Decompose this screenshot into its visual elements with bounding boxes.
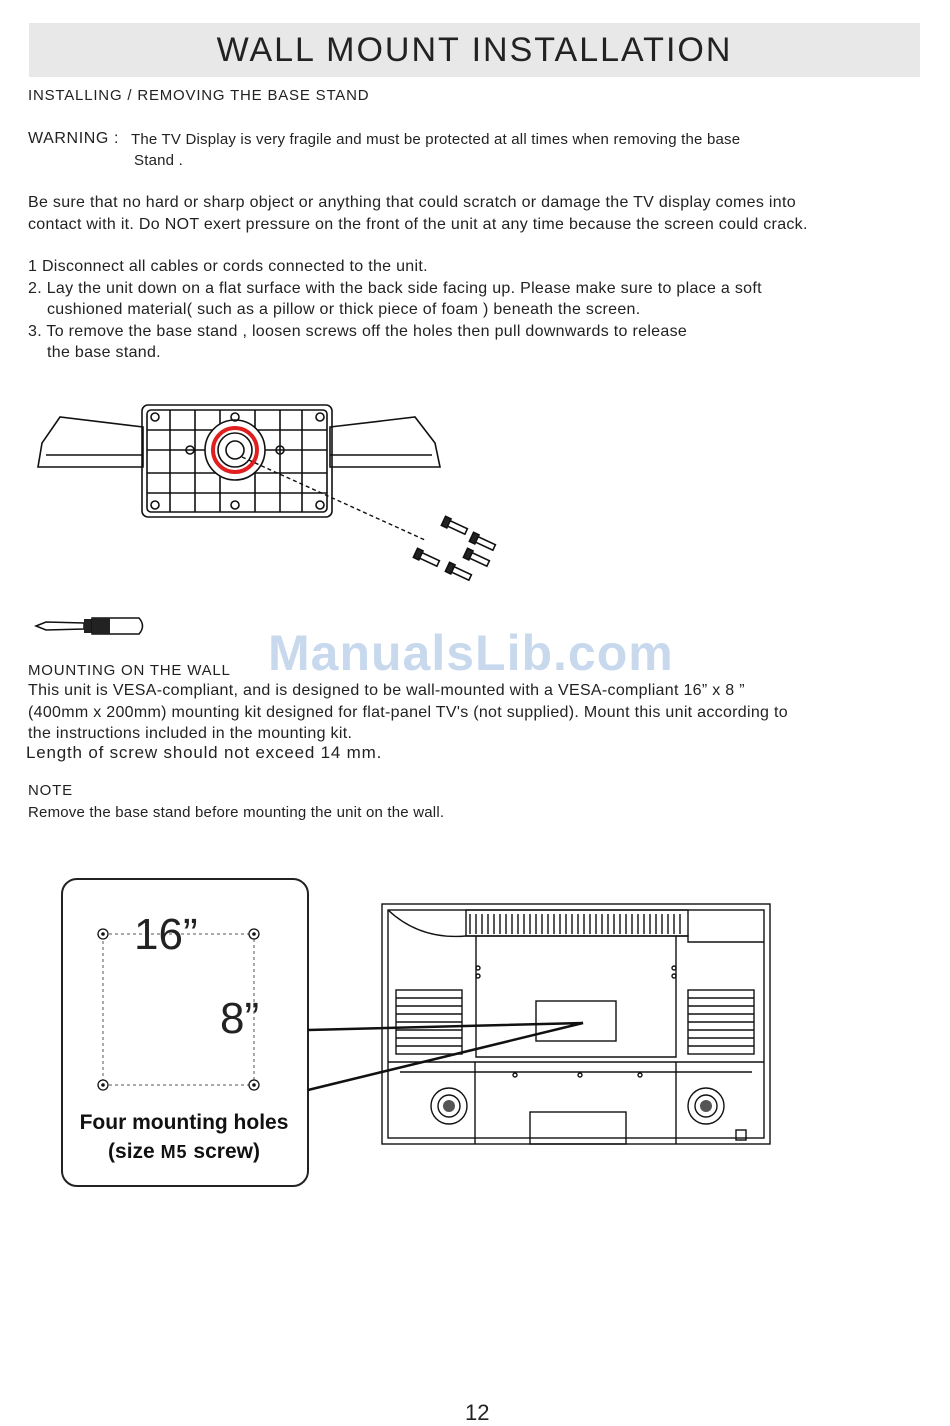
dimension-width: 16” [134, 910, 198, 959]
caption-size: M5 [160, 1142, 188, 1162]
caption-line-1: Four mounting holes [79, 1111, 289, 1134]
tv-rear-illustration [380, 902, 772, 1148]
caution-para-line-2: contact with it. Do NOT exert pressure on the front of the unit at any time because the screen could crack. [28, 216, 808, 233]
section-heading-base-stand: INSTALLING / REMOVING THE BASE STAND [28, 87, 370, 104]
caution-para-line-1: Be sure that no hard or sharp object or anything that could scratch or damage the TV display comes into [28, 194, 796, 211]
step-3-cont: the base stand. [47, 344, 161, 361]
page-number: 12 [465, 1400, 490, 1425]
note-text: Remove the base stand before mounting the unit on the wall. [28, 804, 445, 821]
vesa-para-line-2: (400mm x 200mm) mounting kit designed for flat-panel TV's (not supplied). Mount this unit according to [28, 704, 788, 721]
step-2-cont: cushioned material( such as a pillow or thick piece of foam ) beneath the screen. [47, 301, 641, 318]
vesa-para-line-3: the instructions included in the mounting kit. [28, 725, 353, 742]
caption-pre: (size [108, 1140, 161, 1163]
step-3: 3. To remove the base stand , loosen screws off the holes then pull downwards to release [28, 323, 688, 340]
note-heading: NOTE [28, 782, 73, 799]
warning-line-2: Stand . [134, 152, 183, 169]
mounting-holes-caption [63, 1108, 305, 1167]
caption-line-2 [63, 1137, 305, 1167]
screw-length-note: Length of screw should not exceed 14 mm. [26, 743, 383, 762]
dimension-height: 8” [220, 994, 260, 1043]
caption-post: screw) [187, 1140, 260, 1163]
step-2: 2. Lay the unit down on a flat surface with the back side facing up. Please make sure to place a soft [28, 280, 762, 297]
page-title: WALL MOUNT INSTALLATION [216, 31, 733, 69]
base-stand-illustration [30, 395, 510, 590]
watermark-logo: ManualsLib.com [268, 625, 674, 681]
vesa-para-line-1: This unit is VESA-compliant, and is designed to be wall-mounted with a VESA-compliant 16” x 8 ” [28, 682, 745, 699]
warning-line-1: The TV Display is very fragile and must be protected at all times when removing the base [131, 131, 741, 148]
warning-label: WARNING : [28, 130, 120, 147]
step-1: 1 Disconnect all cables or cords connected to the unit. [28, 258, 428, 275]
title-bar [29, 23, 920, 77]
screwdriver-icon [34, 614, 149, 638]
section-heading-wall-mount: MOUNTING ON THE WALL [28, 662, 231, 679]
